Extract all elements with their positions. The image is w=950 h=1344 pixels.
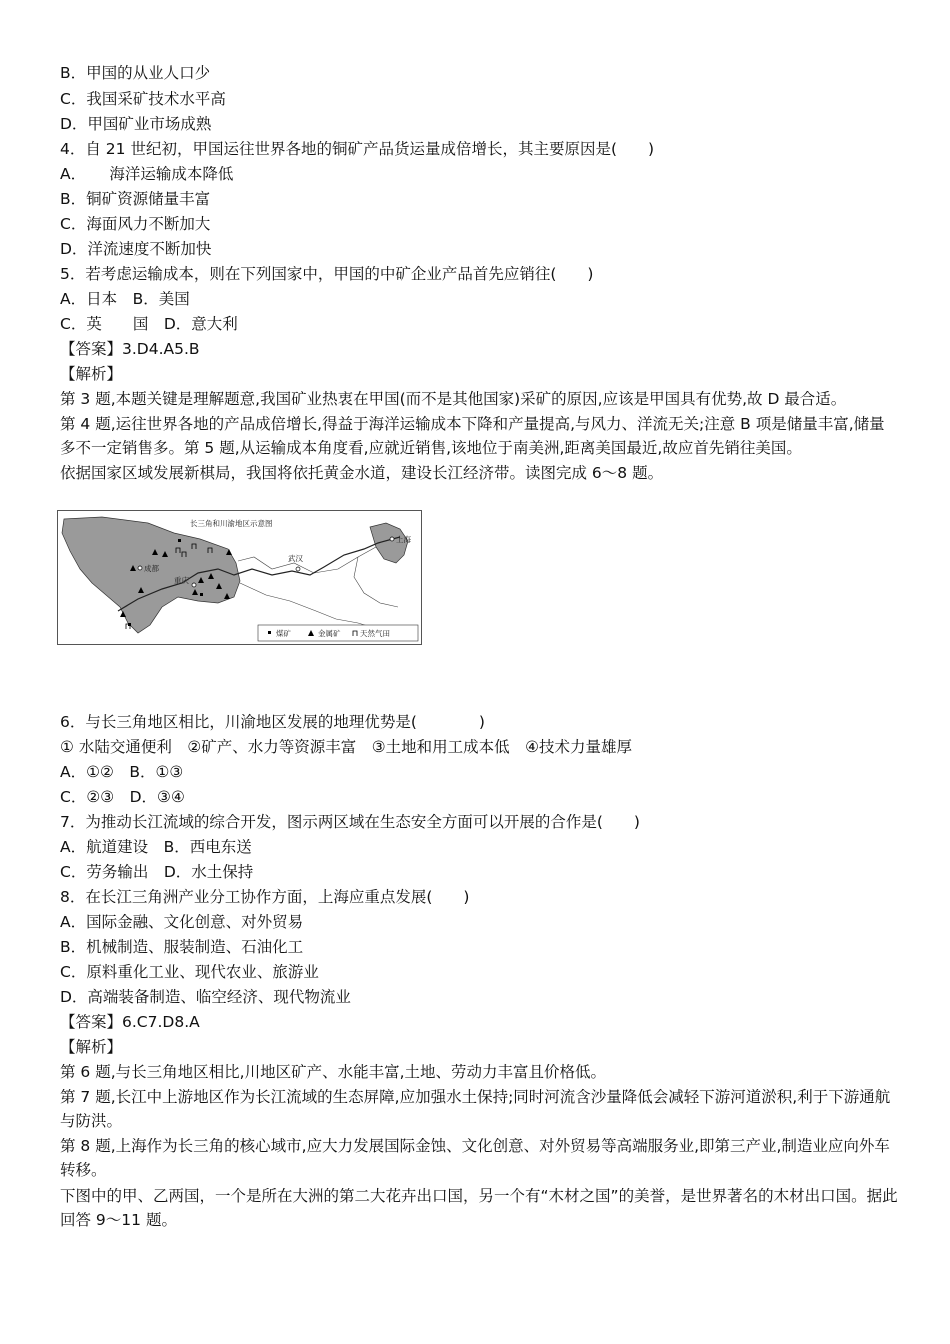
line-26: B．机械制造、服装制造、石油化工 bbox=[60, 938, 304, 956]
analysis-q8: 第 8 题,上海作为长三角的核心域市,应大力发展国际金蚀、文化创意、对外贸易等高端服务业,即第三产业,制造业应向外车转移。 bbox=[60, 1137, 890, 1179]
yangtze-map-figure bbox=[57, 510, 422, 645]
line-08: D．洋流速度不断加快 bbox=[60, 240, 212, 258]
line-27: C．原料重化工业、现代农业、旅游业 bbox=[60, 963, 319, 981]
legend-coal-label: 煤矿 bbox=[276, 629, 291, 638]
line-17: 6．与长三角地区相比，川渝地区发展的地理优势是( ) bbox=[60, 713, 485, 731]
answer-6-8: 【答案】6.C7.D8.A bbox=[60, 1013, 200, 1031]
legend-metal-label: 金属矿 bbox=[318, 629, 341, 638]
coal-mine-icon-2 bbox=[200, 593, 203, 596]
analysis-q6: 第 6 题,与长三角地区相比,川地区矿产、水能丰富,土地、劳动力丰富且价格低。 bbox=[60, 1063, 606, 1081]
map-title: 长三角和川渝地区示意图 bbox=[190, 519, 273, 528]
q9-11-intro: 下图中的甲、乙两国，一个是所在大洲的第二大花卉出口国，另一个有“木材之国”的美誉，是世界著名的木材出口国。据此回答 9～11 题。 bbox=[60, 1187, 898, 1229]
city-dot-shanghai bbox=[390, 537, 394, 541]
city-dot-chongqing bbox=[192, 583, 196, 587]
province-border bbox=[238, 547, 398, 635]
line-25: A．国际金融、文化创意、对外贸易 bbox=[60, 913, 304, 931]
answer-3-5: 【答案】3.D4.A5.B bbox=[60, 340, 200, 358]
line-06: B．铜矿资源储量丰富 bbox=[60, 190, 211, 208]
line-05: A． 海洋运输成本降低 bbox=[60, 165, 234, 183]
legend-coal-icon bbox=[268, 631, 271, 634]
sichuan-chongqing-region bbox=[62, 517, 240, 633]
map-intro: 依据国家区域发展新棋局，我国将依托黄金水道，建设长江经济带。读图完成 6～8 题。 bbox=[60, 464, 664, 482]
line-22: A．航道建设 B．西电东送 bbox=[60, 838, 252, 856]
line-02: C．我国采矿技术水平高 bbox=[60, 90, 226, 108]
analysis-q3: 第 3 题,本题关键是理解题意,我国矿业热衷在甲国(而不是其他国家)采矿的原因,应该是甲国具有优势,故 D 最合适。 bbox=[60, 390, 847, 408]
line-07: C．海面风力不断加大 bbox=[60, 215, 211, 233]
line-18: ① 水陆交通便利 ②矿产、水力等资源丰富 ③土地和用工成本低 ④技术力量雄厚 bbox=[60, 738, 633, 756]
city-dot-wuhan bbox=[296, 567, 300, 571]
line-01: B．甲国的从业人口少 bbox=[60, 64, 211, 82]
line-21: 7．为推动长江流域的综合开发，图示两区域在生态安全方面可以开展的合作是( ) bbox=[60, 813, 640, 831]
line-03: D．甲国矿业市场成熟 bbox=[60, 115, 212, 133]
coal-mine-icon-3 bbox=[128, 623, 131, 626]
coal-mine-icon bbox=[178, 539, 181, 542]
city-chongqing: 重庆 bbox=[174, 576, 189, 585]
line-24: 8．在长江三角洲产业分工协作方面，上海应重点发展( ) bbox=[60, 888, 470, 906]
city-shanghai: 上海 bbox=[396, 535, 411, 544]
analysis-heading-2: 【解析】 bbox=[60, 1038, 123, 1056]
analysis-q4-q5: 第 4 题,运往世界各地的产品成倍增长,得益于海洋运输成本下降和产量提高,与风力、洋流无关;注意 B 项是储量丰富,储量多不一定销售多。第 5 题,从运输成本角度看,应就近销售,该地位于南美洲,距离美国最近,故应首先销往美国。 bbox=[60, 415, 885, 457]
line-28: D．高端装备制造、临空经济、现代物流业 bbox=[60, 988, 351, 1006]
city-chengdu: 成都 bbox=[144, 564, 159, 573]
city-wuhan: 武汉 bbox=[288, 554, 303, 563]
city-dot-chengdu bbox=[138, 566, 142, 570]
analysis-heading-1: 【解析】 bbox=[60, 365, 123, 383]
line-23: C．劳务输出 D．水土保持 bbox=[60, 863, 254, 881]
line-20: C．②③ D．③④ bbox=[60, 788, 185, 806]
line-10: A．日本 B．美国 bbox=[60, 290, 190, 308]
line-09: 5．若考虑运输成本，则在下列国家中，甲国的中矿企业产品首先应销往( ) bbox=[60, 265, 594, 283]
line-19: A．①② B．①③ bbox=[60, 763, 184, 781]
legend-gas-label: 天然气田 bbox=[360, 629, 390, 638]
line-04: 4．自 21 世纪初，甲国运往世界各地的铜矿产品货运量成倍增长，其主要原因是( ) bbox=[60, 140, 655, 158]
line-11: C．英 国 D．意大利 bbox=[60, 315, 238, 333]
analysis-q7: 第 7 题,长江中上游地区作为长江流域的生态屏障,应加强水土保持;同时河流含沙量降低会减轻下游河道淤积,利于下游通航与防洪。 bbox=[60, 1088, 891, 1130]
